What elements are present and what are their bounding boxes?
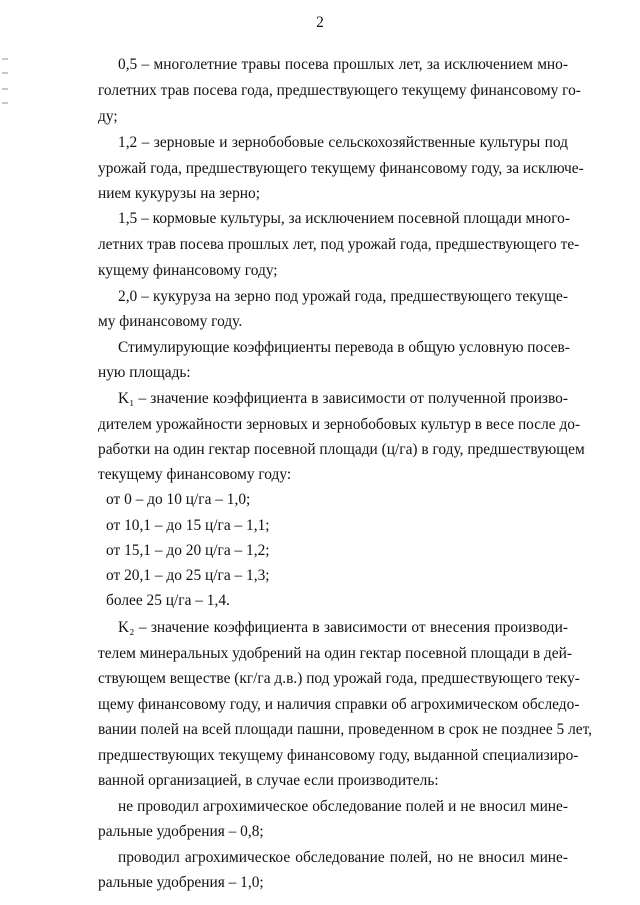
text-line: K₁ – значение коэффициента в зависимости от полученной произво- (118, 390, 568, 407)
list-item: от 0 – до 10 ц/га – 1,0; (106, 491, 251, 508)
text-line: ральные удобрения – 0,8; (98, 823, 264, 840)
text-line: ванной организацией, в случае если производитель: (98, 772, 439, 789)
text-line: летних трав посева прошлых лет, под урожай года, предшествующего те- (98, 236, 580, 253)
text-line: работки на один гектар посевной площади (ц/га) в году, предшествующем (98, 441, 585, 458)
list-item: от 15,1 – до 20 ц/га – 1,2; (106, 542, 270, 559)
text-line: кущему финансовому году; (98, 262, 278, 279)
text-line: Стимулирующие коэффициенты перевода в общую условную посев- (118, 339, 570, 356)
text-line: ральные удобрения – 1,0; (98, 874, 264, 891)
text-line: щему финансовому году, и наличия справки об агрохимическом обследо- (98, 696, 580, 713)
text-line: проводил агрохимическое обследование полей, но не вносил мине- (118, 849, 568, 866)
margin-scan-marks (2, 58, 16, 108)
text-line: не проводил агрохимическое обследование полей и не вносил мине- (118, 798, 568, 815)
text-line: ду; (98, 108, 118, 125)
text-line: 0,5 – многолетние травы посева прошлых лет, за исключением мно- (118, 56, 568, 73)
text-line: текущему финансовому году: (98, 466, 292, 483)
list-item: от 10,1 – до 15 ц/га – 1,1; (106, 517, 270, 534)
text-line: нием кукурузы на зерно; (98, 185, 260, 202)
text-line: K₂ – значение коэффициента в зависимости от внесения производи- (118, 619, 568, 636)
text-line: урожай года, предшествующего текущему финансовому году, за исключе- (98, 160, 584, 177)
text-line: ствующем веществе (кг/га д.в.) под урожай года, предшествующего теку- (98, 670, 580, 687)
list-item: от 20,1 – до 25 ц/га – 1,3; (106, 567, 270, 584)
list-item: более 25 ц/га – 1,4. (106, 592, 230, 609)
text-line: ную площадь: (98, 364, 191, 381)
text-line: голетних трав посева года, предшествующего текущему финансовому го- (98, 82, 581, 99)
text-line: вании полей на всей площади пашни, проведенном в срок не позднее 5 лет, (98, 721, 593, 738)
text-line: телем минеральных удобрений на один гектар посевной площади в дей- (98, 645, 572, 662)
text-line: 1,5 – кормовые культуры, за исключением посевной площади много- (118, 210, 570, 227)
page-number: 2 (316, 14, 324, 31)
text-line: 2,0 – кукуруза на зерно под урожай года, предшествующего текуще- (118, 288, 568, 305)
text-line: му финансовому году. (98, 313, 243, 330)
text-line: дителем урожайности зерновых и зернобобовых культур в весе после до- (98, 416, 581, 433)
text-line: предшествующих текущему финансовому году, выданной специализиро- (98, 747, 579, 764)
text-line: 1,2 – зерновые и зернобобовые сельскохозяйственные культуры под (118, 134, 568, 151)
